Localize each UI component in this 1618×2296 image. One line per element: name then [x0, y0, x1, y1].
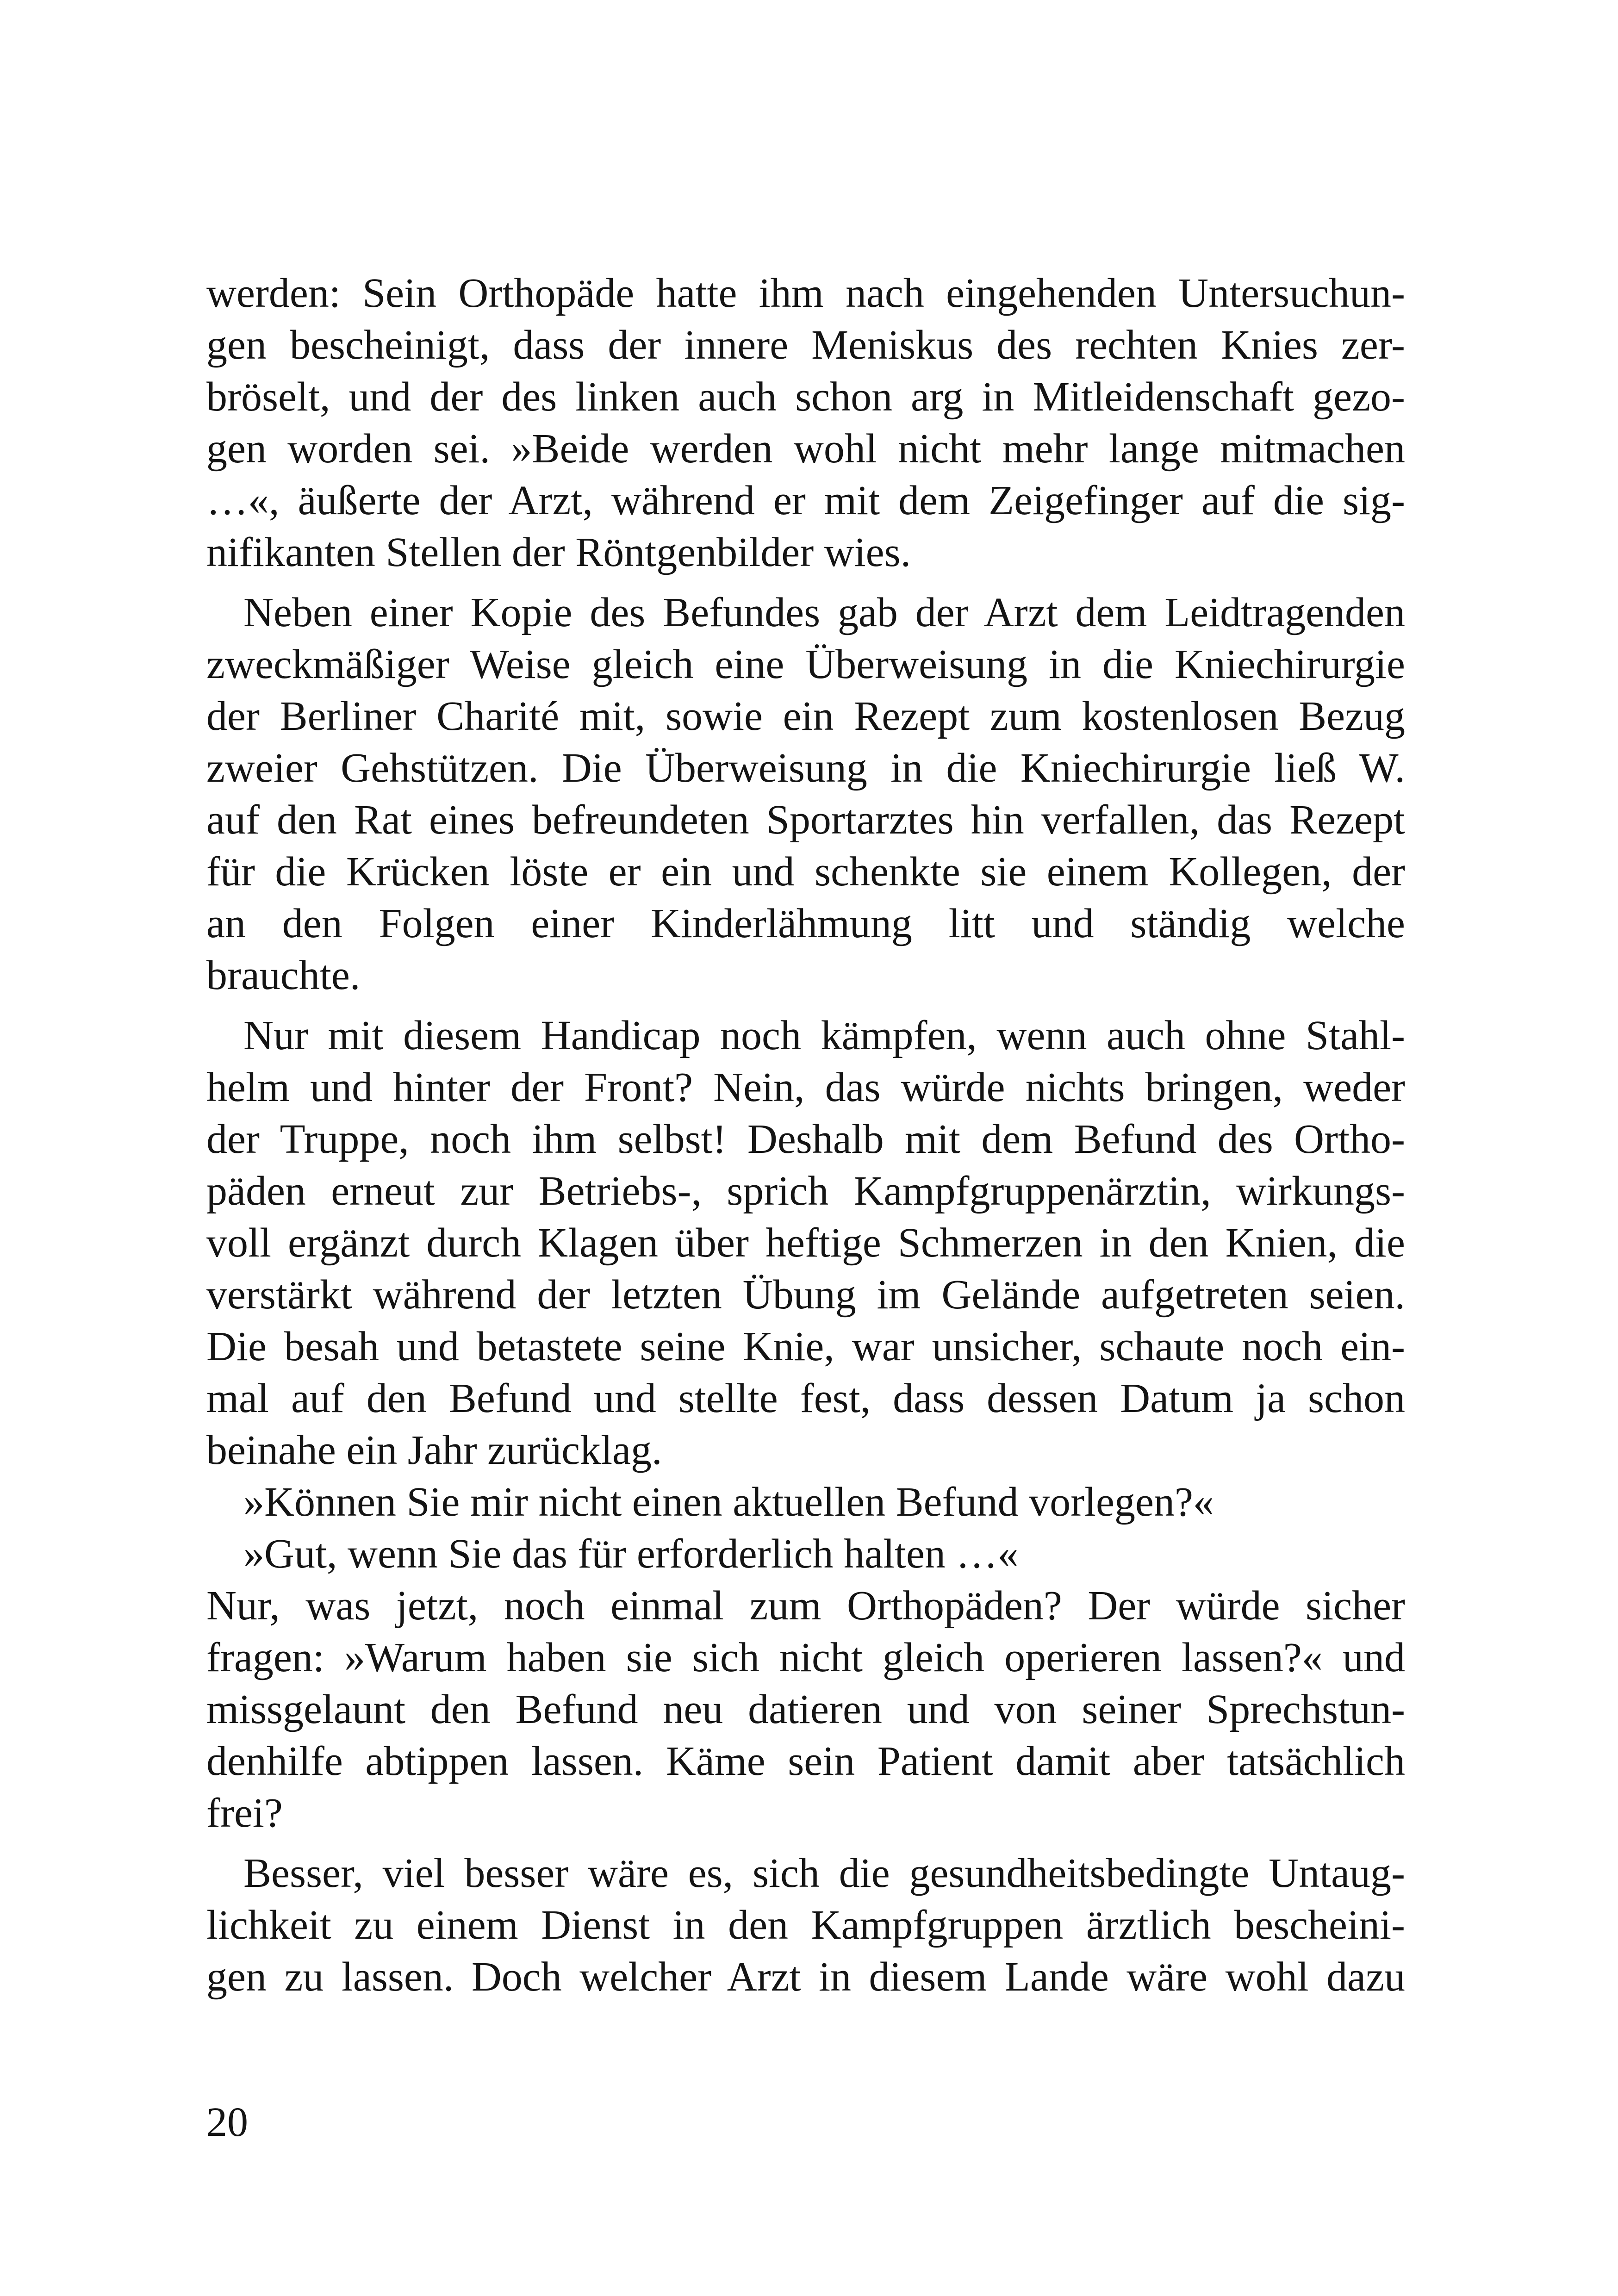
- text-line: voll ergänzt durch Klagen über heftige Schmerzen in den Knien, die: [206, 1220, 1405, 1266]
- text-line: Besser, viel besser wäre es, sich die gesundheitsbedingte Untaug-: [243, 1850, 1405, 1896]
- text-line: Neben einer Kopie des Befundes gab der Arzt dem Leidtragenden: [243, 590, 1405, 635]
- text-line: verstärkt während der letzten Übung im Gelände aufgetreten seien.: [206, 1272, 1405, 1318]
- text-line: bröselt, und der des linken auch schon arg in Mitleidenschaft gezo-: [206, 374, 1405, 420]
- paragraph: [206, 587, 1405, 1002]
- paragraph: [206, 1580, 1405, 1839]
- paragraph: [206, 1848, 1405, 2003]
- text-line: Nur, was jetzt, noch einmal zum Orthopäden? Der würde sicher: [206, 1583, 1405, 1629]
- text-line: helm und hinter der Front? Nein, das würde nichts bringen, weder: [206, 1064, 1405, 1110]
- text-line: der Berliner Charité mit, sowie ein Rezept zum kostenlosen Bezug: [206, 693, 1405, 739]
- text-line: werden: Sein Orthopäde hatte ihm nach eingehenden Untersuchun-: [206, 270, 1405, 316]
- text-line: nifikanten Stellen der Röntgenbilder wies.: [206, 529, 911, 575]
- text-line: zweckmäßiger Weise gleich eine Überweisung in die Kniechirurgie: [206, 641, 1405, 687]
- text-line: gen worden sei. »Beide werden wohl nicht mehr lange mitmachen: [206, 426, 1405, 472]
- text-line: lichkeit zu einem Dienst in den Kampfgruppen ärztlich bescheini-: [206, 1902, 1405, 1948]
- text-line: der Truppe, noch ihm selbst! Deshalb mit dem Befund des Ortho-: [206, 1116, 1405, 1162]
- page-body-text: [206, 268, 1405, 2003]
- text-line: frei?: [206, 1790, 283, 1836]
- text-line: denhilfe abtippen lassen. Käme sein Patient damit aber tatsächlich: [206, 1738, 1405, 1784]
- text-line: »Gut, wenn Sie das für erforderlich halten …«: [243, 1531, 1019, 1577]
- text-line: fragen: »Warum haben sie sich nicht gleich operieren lassen?« und: [206, 1635, 1405, 1680]
- text-line: …«, äußerte der Arzt, während er mit dem Zeigefinger auf die sig-: [206, 478, 1405, 523]
- page-number: 20: [206, 2099, 248, 2145]
- text-line: »Können Sie mir nicht einen aktuellen Befund vorlegen?«: [243, 1479, 1214, 1525]
- text-line: beinahe ein Jahr zurücklag.: [206, 1427, 662, 1473]
- text-line: für die Krücken löste er ein und schenkte sie einem Kollegen, der: [206, 849, 1405, 895]
- paragraph: [206, 1528, 1405, 1580]
- text-line: auf den Rat eines befreundeten Sportarztes hin verfallen, das Rezept: [206, 797, 1405, 843]
- text-line: Nur mit diesem Handicap noch kämpfen, wenn auch ohne Stahl-: [243, 1013, 1405, 1058]
- paragraph: [206, 1476, 1405, 1528]
- text-line: gen bescheinigt, dass der innere Meniskus des rechten Knies zer-: [206, 322, 1405, 368]
- text-line: zweier Gehstützen. Die Überweisung in die Kniechirurgie ließ W.: [206, 745, 1405, 791]
- text-line: gen zu lassen. Doch welcher Arzt in diesem Lande wäre wohl dazu: [206, 1954, 1405, 2000]
- paragraph: [206, 268, 1405, 579]
- text-line: brauchte.: [206, 952, 361, 998]
- text-line: an den Folgen einer Kinderlähmung litt und ständig welche: [206, 901, 1405, 946]
- text-line: missgelaunt den Befund neu datieren und von seiner Sprechstun-: [206, 1686, 1405, 1732]
- text-line: päden erneut zur Betriebs-, sprich Kampfgruppenärztin, wirkungs-: [206, 1168, 1405, 1214]
- text-line: Die besah und betastete seine Knie, war unsicher, schaute noch ein-: [206, 1324, 1405, 1369]
- text-line: mal auf den Befund und stellte fest, dass dessen Datum ja schon: [206, 1375, 1405, 1421]
- paragraph: [206, 1010, 1405, 1476]
